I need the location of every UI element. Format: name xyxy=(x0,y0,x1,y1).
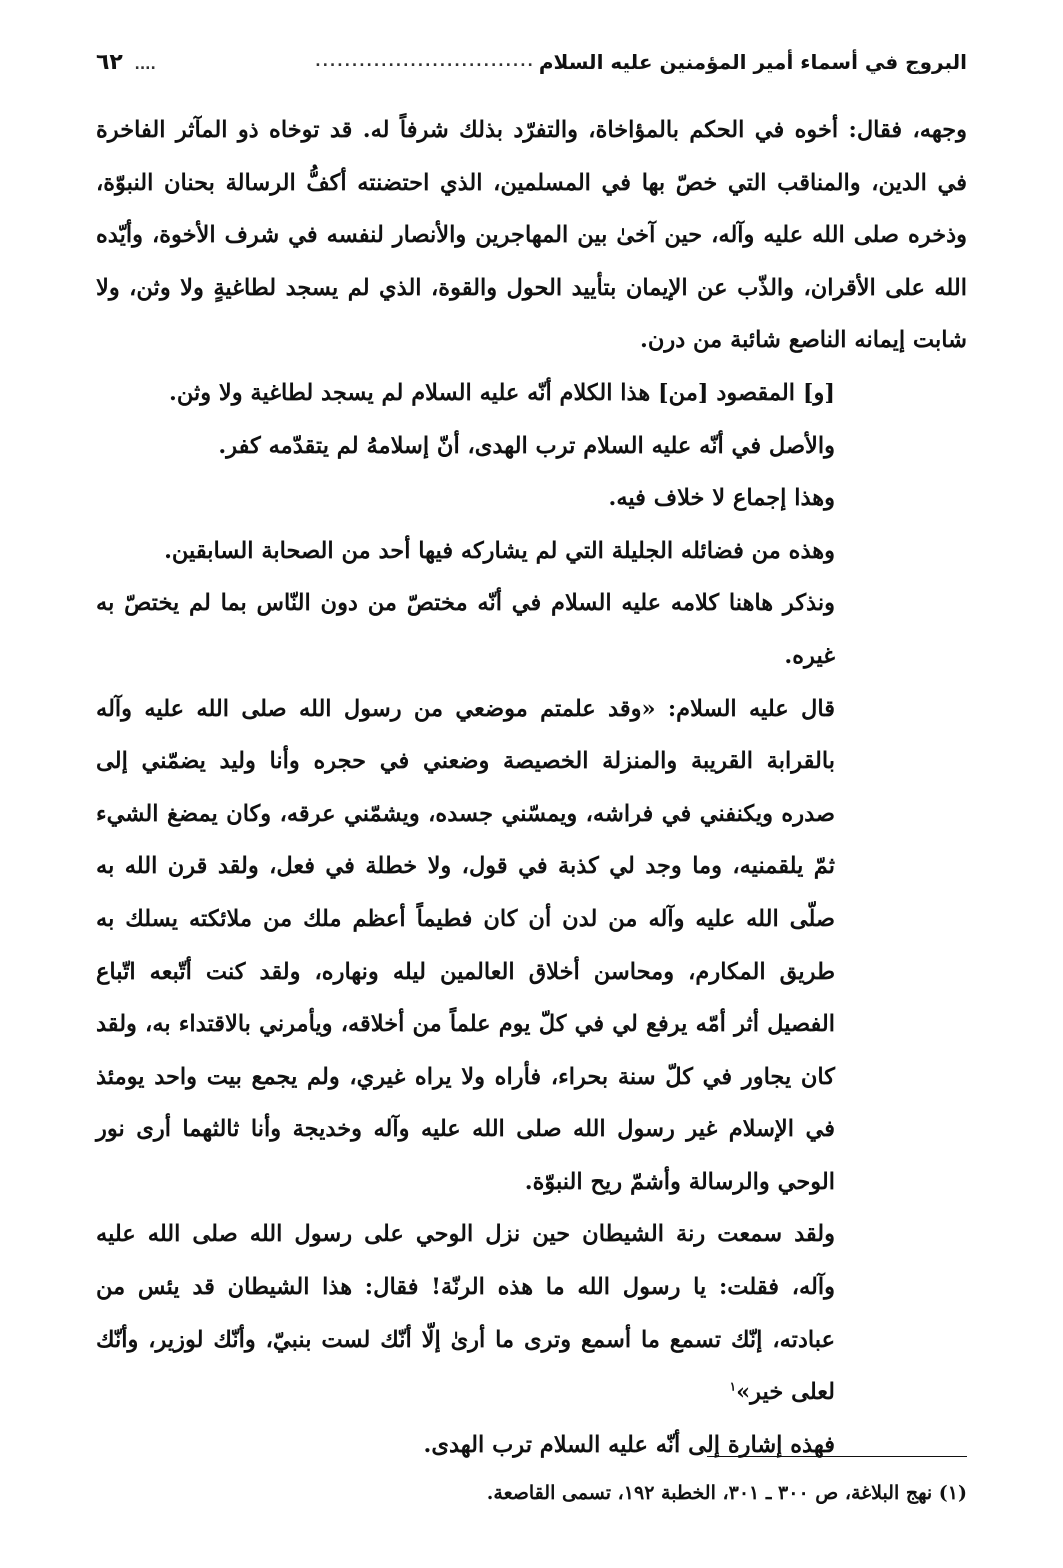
body-text xyxy=(96,104,967,1471)
paragraph: وجهه، فقال: أخوه في الحكم بالمؤاخاة، والتفرّد بذلك شرفاً له. قد توخاه ذو المآثر الفاخرة في الدين، والمناقب التي خصّ بها في المسلمين، الذي احتضنته أكفُّ الرسالة بحنان النبوّة، وذخره صلى الله عليه وآله، حين آخىٰ بين المهاجرين والأنصار لنفسه في شرف الأخوة، وأيّده الله على الأقران، والذّب عن الإيمان بتأييد الحول والقوة، الذي لم يسجد لطاغيةٍ ولا وثن، ولا شابت إيمانه الناصع شائبة من درن. xyxy=(96,117,967,354)
leader-dots: .............................. xyxy=(315,54,535,70)
paragraph: وهذه من فضائله الجليلة التي لم يشاركه فيها أحد من الصحابة السابقين. xyxy=(164,537,835,564)
page-number-group xyxy=(96,50,160,75)
paragraph: قال عليه السلام: «وقد علمتم موضعي من رسول الله صلى الله عليه وآله بالقرابة القريبة والمنزلة الخصيصة وضعني في حجره وأنا وليد يضمّني إلى صدره ويكنفني في فراشه، ويمسّني جسده، ويشمّني عرقه، وكان يمضغ الشيء ثمّ يلقمنيه، وما وجد لي كذبة في قول، ولا خطلة في فعل، ولقد قرن الله به صلّى الله عليه وآله من لدن أن كان فطيماً أعظم ملك من ملائكته يسلك به طريق المكارم، ومحاسن أخلاق العالمين ليله ونهاره، ولقد كنت أتّبعه اتّباع الفصيل أثر أمّه يرفع لي في كلّ يوم علماً من أخلاقه، ويأمرني بالاقتداء به، ولقد كان يجاور في كلّ سنة بحراء، فأراه ولا يراه غيري، ولم يجمع بيت واحد يومئذ في الإسلام غير رسول الله صلى الله عليه وآله وخديجة وأنا ثالثهما أرى نور الوحي والرسالة وأشمّ ريح النبوّة. xyxy=(96,695,835,1195)
running-title xyxy=(311,50,967,74)
running-header xyxy=(96,44,967,80)
paragraph xyxy=(96,1208,967,1418)
paragraph: فهذه إشارة إلى أنّه عليه السلام ترب الهدى. xyxy=(423,1431,835,1458)
paragraph: ونذكر هاهنا كلامه عليه السلام في أنّه مختصّ من دون النّاس بما لم يختصّ به غيره. xyxy=(96,590,835,669)
book-title: البروج في أسماء أمير المؤمنين عليه السلام xyxy=(538,50,967,74)
paragraph-text: ولقد سمعت رنة الشيطان حين نزل الوحي على رسول الله صلى الله عليه وآله، فقلت: يا رسول الله ما هذه الرنّة! فقال: هذا الشيطان قد يئس من عبادته، إنّك تسمع ما أسمع وترى ما أرىٰ إلّا أنّك لست بنبيّ، وأنّك لوزير، وأنّك لعلى خير» xyxy=(96,1221,835,1406)
paragraph: والأصل في أنّه عليه السلام ترب الهدى، أنّ إسلامهُ لم يتقدّمه كفر. xyxy=(218,432,835,459)
footnote: (١) نهج البلاغة، ص ٣٠٠ ـ ٣٠١، الخطبة ١٩٢، تسمى القاصعة. xyxy=(486,1482,967,1504)
footnote-divider xyxy=(707,1456,967,1457)
paragraph: وهذا إجماع لا خلاف فيه. xyxy=(608,485,835,512)
page-number: ٦٢ xyxy=(96,49,123,75)
page-number-dots: .... xyxy=(134,56,156,73)
footnote-marker[interactable]: ١ xyxy=(729,1379,737,1394)
paragraph: [و] المقصود [من] هذا الكلام أنّه عليه السلام لم يسجد لطاغية ولا وثن. xyxy=(168,379,835,406)
